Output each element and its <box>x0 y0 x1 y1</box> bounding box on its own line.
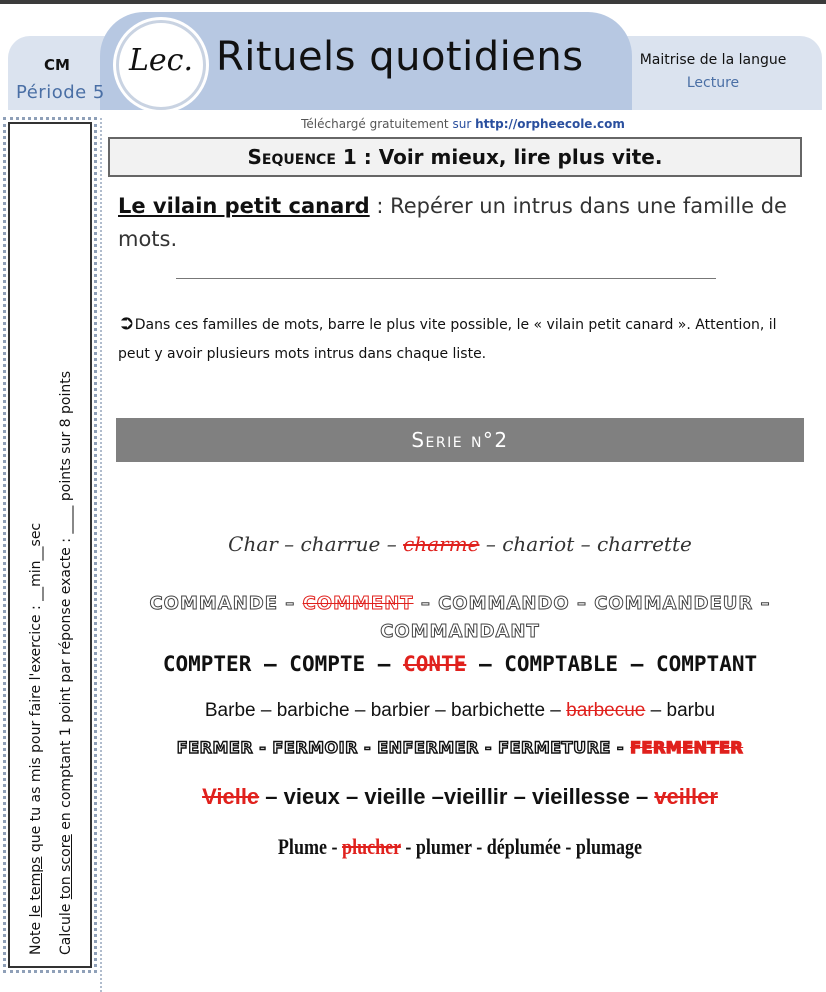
separator: - <box>560 834 576 859</box>
word: chariot <box>502 532 575 556</box>
word-list-1 <box>116 532 804 556</box>
word: COMMANDO <box>438 593 570 614</box>
separator: – <box>255 700 277 721</box>
word-list-6 <box>116 784 804 810</box>
score-instruction-b: en comptant 1 point par réponse exacte : ____ points sur 8 points <box>58 370 74 835</box>
score-instruction-underlined: ton score <box>58 834 74 900</box>
time-instruction-a: Note <box>28 917 44 955</box>
lesson-heading <box>118 190 808 256</box>
score-instruction-a: Calcule <box>58 899 74 955</box>
section-rule <box>176 278 716 279</box>
separator: - <box>400 834 416 859</box>
intruder-word: CONTE <box>403 652 467 676</box>
lesson-objective: : Repérer un intrus dans une famille de mots. <box>118 194 787 251</box>
word: barbu <box>666 700 716 721</box>
time-instruction-underlined: le temps <box>28 856 44 918</box>
separator: – <box>380 532 404 556</box>
separator: – <box>479 532 503 556</box>
separator: – <box>349 700 371 721</box>
word: ENFERMER <box>377 738 479 757</box>
word: plumage <box>575 834 643 859</box>
separator: – <box>618 652 656 676</box>
dotted-divider <box>100 118 102 992</box>
word-list-5 <box>116 738 804 757</box>
word-list-3 <box>116 652 804 676</box>
download-sur: sur <box>452 117 472 131</box>
word: Char <box>228 532 278 556</box>
word: Barbe <box>204 700 256 721</box>
separator: – <box>569 593 595 614</box>
subject-sublabel: Lecture <box>686 75 740 91</box>
separator: – <box>629 784 655 809</box>
class-level: CM <box>44 56 70 74</box>
separator: – <box>466 652 505 676</box>
separator: – <box>545 700 567 721</box>
download-link[interactable]: http://orpheecole.com <box>475 117 625 131</box>
word-list-7 <box>178 834 742 860</box>
sequence-title: : Voir mieux, lire plus vite. <box>356 145 663 169</box>
word: COMPTE <box>289 652 366 676</box>
sequence-label: Sequence 1 <box>247 145 357 169</box>
word-list-4 <box>116 700 804 722</box>
subject-label: Maitrise de la langue <box>639 52 787 68</box>
separator: – <box>425 784 444 809</box>
header-right-tab <box>604 36 822 110</box>
word: barbichette <box>451 700 546 721</box>
word: vieux <box>283 784 340 809</box>
word-list-2 <box>116 590 804 646</box>
separator: – <box>365 652 404 676</box>
word: plumer <box>415 834 472 859</box>
word: vieille <box>364 784 426 809</box>
lecture-badge <box>116 20 206 110</box>
separator: - <box>478 738 499 757</box>
word: déplumée <box>486 834 561 859</box>
separator: – <box>753 593 771 614</box>
separator: - <box>253 738 273 757</box>
arrow-icon: ➲ <box>118 310 135 334</box>
word: COMMANDANT <box>380 621 540 642</box>
word: FERMOIR <box>272 738 358 757</box>
separator: - <box>610 738 631 757</box>
separator: – <box>507 784 532 809</box>
separator: – <box>277 532 301 556</box>
word: FERMER <box>176 738 254 757</box>
sequence-banner <box>108 137 802 177</box>
page-title: Rituels quotidiens <box>216 34 584 80</box>
word: Plume <box>277 834 328 859</box>
word: vieillir <box>443 784 508 809</box>
lesson-title: Le vilain petit canard <box>118 194 370 218</box>
separator: - <box>357 738 378 757</box>
word: COMMANDEUR <box>594 593 754 614</box>
word: COMPTER <box>162 652 252 676</box>
score-panel <box>8 122 92 968</box>
separator: - <box>327 834 343 859</box>
intruder-word: FERMENTER <box>630 738 744 757</box>
word: charrette <box>596 532 692 556</box>
word: FERMETURE <box>498 738 611 757</box>
separator: – <box>574 532 597 556</box>
word: barbiche <box>276 700 350 721</box>
intruder-word: charme <box>403 532 480 556</box>
instruction-text: Dans ces familles de mots, barre le plus vite possible, le « vilain petit canard ». Attention, il peut y avoir plusieurs mots intrus dans chaque liste. <box>118 317 777 362</box>
serie-banner: Serie n°2 <box>116 418 804 462</box>
word: charrue <box>300 532 381 556</box>
separator: - <box>471 834 487 859</box>
time-instruction <box>28 523 44 955</box>
separator: – <box>251 652 290 676</box>
period-label: Période 5 <box>16 82 105 103</box>
time-instruction-b: que tu as mis pour faire l'exercice : __min__sec <box>28 522 44 857</box>
word: COMPTANT <box>655 652 758 676</box>
intruder-word: Vielle <box>202 784 260 809</box>
separator: – <box>339 784 365 809</box>
intruder-word: veiller <box>654 784 718 809</box>
download-prefix: Téléchargé gratuitement <box>301 117 449 131</box>
separator: – <box>413 593 439 614</box>
word: COMMANDE <box>149 593 279 614</box>
intruder-word: COMMENT <box>302 593 414 614</box>
intruder-word: plucher <box>342 834 401 859</box>
word: barbier <box>370 700 430 721</box>
separator: – <box>645 700 667 721</box>
instruction <box>118 308 808 369</box>
intruder-word: barbecue <box>566 700 646 721</box>
separator: – <box>429 700 451 721</box>
badge-text: Lec. <box>128 43 193 78</box>
separator: – <box>278 593 303 614</box>
score-instruction <box>58 371 74 955</box>
word: vieillesse <box>531 784 630 809</box>
separator: – <box>259 784 284 809</box>
download-notice <box>100 117 826 131</box>
word: COMPTABLE <box>504 652 619 676</box>
top-border <box>0 0 826 4</box>
